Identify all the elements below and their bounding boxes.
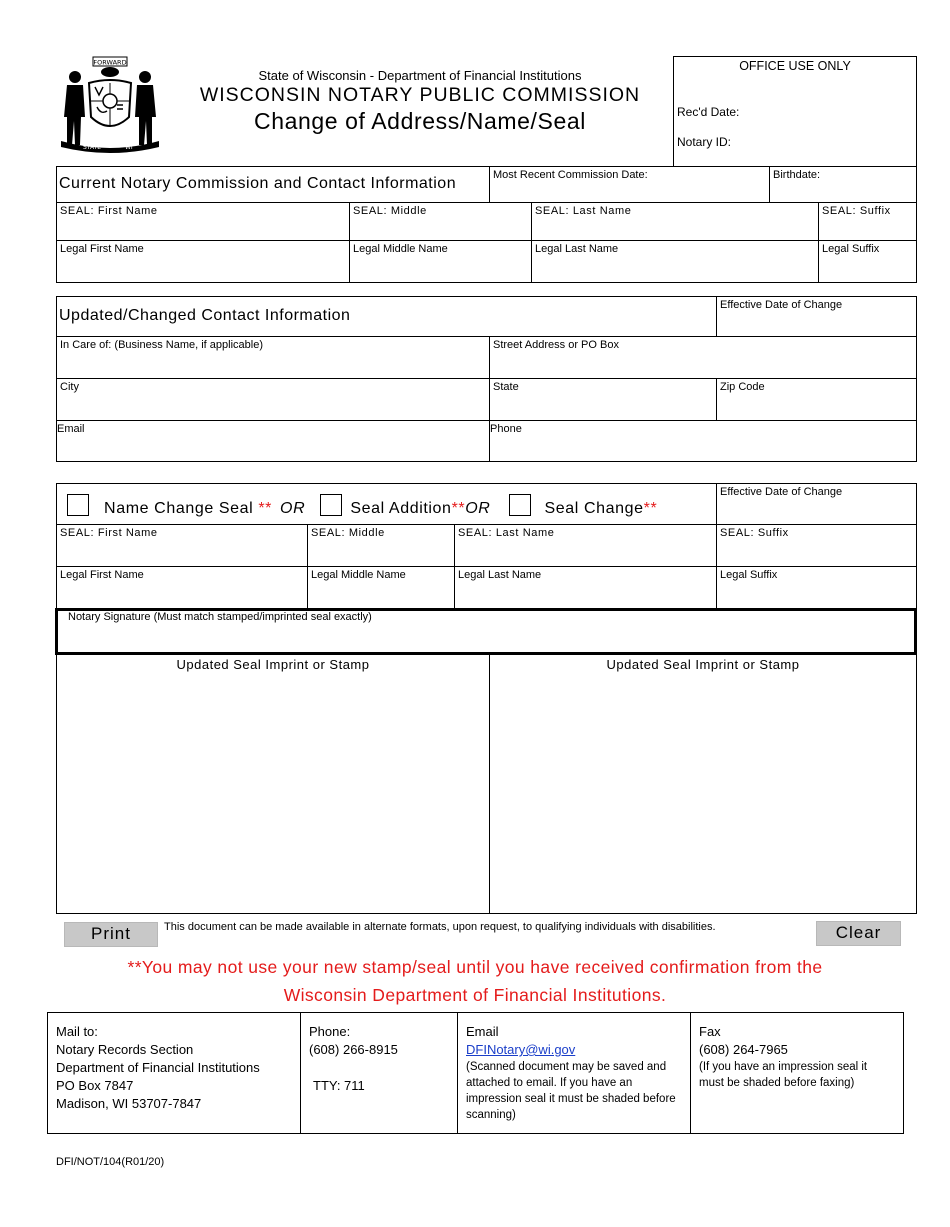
email-note: (Scanned document may be saved and attached to email. If you have an impression seal it must be shaded before scanning) bbox=[466, 1061, 676, 1121]
current-seal-suffix-field[interactable] bbox=[818, 202, 917, 241]
birthdate-label: Birthdate: bbox=[773, 169, 821, 181]
phone-column bbox=[301, 1013, 458, 1133]
office-use-box bbox=[673, 56, 917, 167]
fax-note: (If you have an impression seal it must be shaded before faxing) bbox=[699, 1061, 868, 1089]
current-heading-cell bbox=[56, 166, 490, 203]
city-field[interactable] bbox=[56, 378, 490, 421]
email-column bbox=[458, 1013, 691, 1133]
new-legal-suffix-field[interactable] bbox=[716, 566, 917, 609]
current-section-heading: Current Notary Commission and Contact Information bbox=[59, 175, 457, 192]
new-seal-suffix-field[interactable] bbox=[716, 524, 917, 567]
mail-line-3: PO Box 7847 bbox=[56, 1078, 134, 1093]
name-change-asterisks: ** bbox=[258, 500, 272, 517]
contact-table bbox=[47, 1012, 904, 1134]
seal-change-asterisks: ** bbox=[643, 500, 658, 517]
new-legal-last-field[interactable] bbox=[454, 566, 717, 609]
seal-addition-asterisks: ** bbox=[451, 500, 466, 517]
recd-date-label: Rec'd Date: bbox=[677, 105, 740, 119]
current-legal-first-field[interactable] bbox=[56, 240, 350, 283]
current-legal-middle-field[interactable] bbox=[349, 240, 532, 283]
city-label: City bbox=[60, 381, 79, 393]
accessibility-note: This document can be made available in alternate formats, upon request, to qualifying individuals with disabilities. bbox=[164, 921, 716, 933]
current-legal-last-field[interactable] bbox=[531, 240, 819, 283]
zip-code-label: Zip Code bbox=[720, 381, 765, 393]
state-label: State bbox=[493, 381, 519, 393]
phone-title: Phone: bbox=[309, 1024, 351, 1039]
phone-number: (608) 266-8915 bbox=[309, 1042, 398, 1057]
new-legal-middle-field[interactable] bbox=[307, 566, 455, 609]
signature-label: Notary Signature (Must match stamped/imprinted seal exactly) bbox=[68, 611, 372, 623]
form-subtitle: Change of Address/Name/Seal bbox=[253, 108, 586, 134]
seal-imprint-left[interactable] bbox=[56, 654, 490, 914]
updated-section-heading: Updated/Changed Contact Information bbox=[59, 307, 351, 324]
mail-column bbox=[48, 1013, 301, 1133]
print-button[interactable]: Print bbox=[64, 922, 158, 947]
legal-middle-label: Legal Middle Name bbox=[353, 243, 448, 255]
state-field[interactable] bbox=[489, 378, 717, 421]
phone-label: Phone bbox=[490, 423, 522, 435]
new-legal-middle-label: Legal Middle Name bbox=[311, 569, 406, 581]
notary-signature-field[interactable] bbox=[55, 608, 917, 655]
new-legal-last-label: Legal Last Name bbox=[458, 569, 542, 581]
phone-field[interactable] bbox=[489, 420, 917, 462]
new-legal-first-field[interactable] bbox=[56, 566, 308, 609]
legal-last-label: Legal Last Name bbox=[535, 243, 619, 255]
current-seal-last-field[interactable] bbox=[531, 202, 819, 241]
mail-title: Mail to: bbox=[56, 1024, 98, 1039]
change-type-row bbox=[56, 483, 717, 525]
agency-name: State of Wisconsin - Department of Financial Institutions bbox=[258, 68, 582, 83]
warning-line-1: **You may not use your new stamp/seal until you have received confirmation from the bbox=[127, 957, 823, 977]
or-text-1: OR bbox=[280, 500, 306, 517]
state-seal-logo bbox=[55, 55, 165, 153]
legal-first-label: Legal First Name bbox=[60, 243, 144, 255]
updated-heading-cell bbox=[56, 296, 717, 337]
new-legal-suffix-label: Legal Suffix bbox=[720, 569, 778, 581]
legal-suffix-label: Legal Suffix bbox=[822, 243, 880, 255]
current-seal-first-field[interactable] bbox=[56, 202, 350, 241]
seal-change-checkbox[interactable] bbox=[509, 494, 531, 516]
seal-first-label: SEAL: First Name bbox=[60, 205, 158, 217]
seal-imprint-right[interactable] bbox=[489, 654, 917, 914]
email-link[interactable]: DFINotary@wi.gov bbox=[466, 1042, 576, 1057]
commission-date-field[interactable] bbox=[489, 166, 770, 203]
svg-text:STATE: STATE bbox=[83, 144, 102, 151]
change-effective-date-field[interactable] bbox=[716, 483, 917, 525]
name-change-checkbox[interactable] bbox=[67, 494, 89, 516]
mail-line-1: Notary Records Section bbox=[56, 1042, 194, 1057]
new-seal-last-label: SEAL: Last Name bbox=[458, 527, 555, 539]
seal-suffix-label: SEAL: Suffix bbox=[822, 205, 891, 217]
tty-number: TTY: 711 bbox=[313, 1078, 365, 1093]
effective-date-label: Effective Date of Change bbox=[720, 299, 843, 311]
in-care-of-field[interactable] bbox=[56, 336, 490, 379]
birthdate-field[interactable] bbox=[769, 166, 917, 203]
zip-code-field[interactable] bbox=[716, 378, 917, 421]
office-use-title: OFFICE USE ONLY bbox=[739, 59, 851, 73]
name-change-label: Name Change Seal bbox=[104, 500, 254, 517]
fax-title: Fax bbox=[699, 1024, 721, 1039]
updated-effective-date-field[interactable] bbox=[716, 296, 917, 337]
change-effective-date-label: Effective Date of Change bbox=[720, 486, 843, 498]
new-seal-middle-label: SEAL: Middle bbox=[311, 527, 385, 539]
email-title: Email bbox=[466, 1024, 499, 1039]
current-seal-middle-field[interactable] bbox=[349, 202, 532, 241]
street-address-label: Street Address or PO Box bbox=[493, 339, 619, 351]
seal-motto: FORWARD bbox=[93, 58, 127, 67]
seal-addition-label: Seal Addition bbox=[350, 500, 452, 517]
seal-middle-label: SEAL: Middle bbox=[353, 205, 427, 217]
or-text-2: OR bbox=[465, 500, 491, 517]
change-type-options bbox=[67, 494, 657, 518]
seal-last-label: SEAL: Last Name bbox=[535, 205, 632, 217]
mail-line-4: Madison, WI 53707-7847 bbox=[56, 1096, 202, 1111]
email-label: Email bbox=[57, 423, 85, 435]
new-seal-first-label: SEAL: First Name bbox=[60, 527, 158, 539]
warning-line-2: Wisconsin Department of Financial Institutions. bbox=[283, 985, 667, 1005]
seal-imprint-left-label: Updated Seal Imprint or Stamp bbox=[176, 657, 370, 672]
form-title: WISCONSIN NOTARY PUBLIC COMMISSION bbox=[199, 84, 641, 106]
mail-line-2: Department of Financial Institutions bbox=[56, 1060, 260, 1075]
clear-button[interactable]: Clear bbox=[816, 921, 901, 946]
seal-imprint-right-label: Updated Seal Imprint or Stamp bbox=[606, 657, 800, 672]
fax-number: (608) 264-7965 bbox=[699, 1042, 788, 1057]
email-field[interactable] bbox=[56, 420, 490, 462]
current-legal-suffix-field[interactable] bbox=[818, 240, 917, 283]
seal-change-label: Seal Change bbox=[544, 500, 644, 517]
new-seal-middle-field[interactable] bbox=[307, 524, 455, 567]
new-seal-suffix-label: SEAL: Suffix bbox=[720, 527, 789, 539]
svg-text:WI: WI bbox=[125, 144, 133, 151]
commission-date-label: Most Recent Commission Date: bbox=[493, 169, 648, 181]
street-address-field[interactable] bbox=[489, 336, 917, 379]
seal-addition-checkbox[interactable] bbox=[320, 494, 342, 516]
fax-column bbox=[691, 1013, 903, 1133]
new-legal-first-label: Legal First Name bbox=[60, 569, 144, 581]
in-care-of-label: In Care of: (Business Name, if applicable) bbox=[60, 339, 263, 351]
new-seal-first-field[interactable] bbox=[56, 524, 308, 567]
notary-id-label: Notary ID: bbox=[677, 135, 732, 149]
form-id: DFI/NOT/104(R01/20) bbox=[56, 1156, 165, 1168]
new-seal-last-field[interactable] bbox=[454, 524, 717, 567]
